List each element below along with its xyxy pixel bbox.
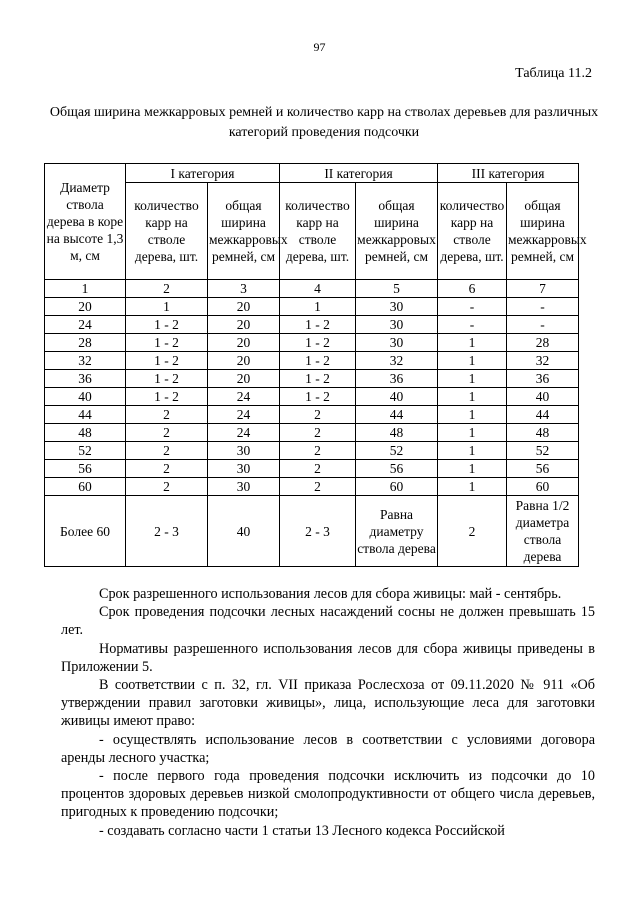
table-row	[45, 298, 579, 316]
paragraph: - после первого года проведения подсочки исключить из подсочки до 10 процентов здоровых деревьев низкой смолопродуктивности от общего числа деревьев, пригодных к проведению подсочки;	[61, 768, 595, 821]
table-cell: Более 60	[45, 496, 126, 567]
column-number: 6	[438, 280, 507, 298]
table-cell: 1	[438, 460, 507, 478]
table-cell: 48	[45, 424, 126, 442]
table-cell: 1	[438, 478, 507, 496]
header-cat2-count: количество карр на стволе дерева, шт.	[280, 183, 356, 280]
table-cell: 2	[280, 424, 356, 442]
table-cell: 24	[208, 424, 280, 442]
table-cell: 36	[45, 370, 126, 388]
table-cell: 20	[208, 334, 280, 352]
table-cell: 2	[126, 460, 208, 478]
header-cat3-count: количество карр на стволе дерева, шт.	[438, 183, 507, 280]
table-cell: 2	[280, 442, 356, 460]
table-row-over-60	[45, 496, 579, 567]
column-number: 1	[45, 280, 126, 298]
table-cell: -	[507, 298, 579, 316]
table-cell: 2	[126, 424, 208, 442]
header-row-subheaders	[45, 183, 579, 280]
header-cat1-count: количество карр на стволе дерева, шт.	[126, 183, 208, 280]
table-cell: 2	[126, 478, 208, 496]
paragraph: В соответствии с п. 32, гл. VII приказа Рослесхоза от 09.11.2020 № 911 «Об утверждении правил заготовки живицы», лица, использующие леса для заготовки живицы имеют право:	[61, 677, 595, 730]
table-cell: 40	[208, 496, 280, 567]
column-number: 7	[507, 280, 579, 298]
data-table	[44, 163, 587, 567]
table-cell: 60	[356, 478, 438, 496]
paragraph: Срок проведения подсочки лесных насаждений сосны не должен превышать 15 лет.	[61, 604, 595, 639]
table-cell: 56	[356, 460, 438, 478]
column-number-row	[45, 280, 579, 298]
table-cell: 24	[208, 406, 280, 424]
table-cell: 60	[45, 478, 126, 496]
table-cell: 40	[507, 388, 579, 406]
table-cell: 1 - 2	[280, 388, 356, 406]
table-cell: 30	[356, 334, 438, 352]
table-cell: 1	[438, 352, 507, 370]
table-cell: 1 - 2	[280, 352, 356, 370]
table-cell: 20	[208, 316, 280, 334]
table-row	[45, 388, 579, 406]
table-cell: 44	[507, 406, 579, 424]
table-cell: 44	[45, 406, 126, 424]
table-cell: 24	[208, 388, 280, 406]
table-cell: 44	[356, 406, 438, 424]
table-cell: 32	[356, 352, 438, 370]
table-cell: 32	[507, 352, 579, 370]
page-number: 97	[313, 40, 326, 54]
column-number: 3	[208, 280, 280, 298]
table-row	[45, 370, 579, 388]
table-cell: 1 - 2	[126, 334, 208, 352]
table-cell: 60	[507, 478, 579, 496]
column-number: 5	[356, 280, 438, 298]
table-cell: 40	[45, 388, 126, 406]
table-cell: 1 - 2	[280, 370, 356, 388]
table-cell: 30	[356, 298, 438, 316]
table-cell: 24	[45, 316, 126, 334]
table-cell: 36	[507, 370, 579, 388]
table-label: Таблица 11.2	[515, 66, 592, 81]
table-cell: 1	[438, 370, 507, 388]
table-cell: 1	[438, 424, 507, 442]
table-caption: Общая ширина межкарровых ремней и количество карр на стволах деревьев для различных категорий проведения подсочки	[49, 105, 599, 140]
table-cell: 28	[507, 334, 579, 352]
table-cell: 1	[438, 388, 507, 406]
table-cell: 1	[126, 298, 208, 316]
table-cell: 52	[356, 442, 438, 460]
table-row	[45, 442, 579, 460]
table-cell: -	[438, 316, 507, 334]
table-cell: 56	[45, 460, 126, 478]
column-number: 4	[280, 280, 356, 298]
header-cat2-width: общая ширина межкарровых ремней, см	[356, 183, 438, 280]
table-cell: 2	[280, 478, 356, 496]
table-row	[45, 352, 579, 370]
table-cell: 40	[356, 388, 438, 406]
column-number: 2	[126, 280, 208, 298]
table-cell: 20	[208, 370, 280, 388]
table-cell: Равна 1/2 диаметра ствола дерева	[507, 496, 579, 567]
table-cell: 36	[356, 370, 438, 388]
paragraph: Нормативы разрешенного использования лесов для сбора живицы приведены в Приложении 5.	[61, 640, 595, 675]
table-cell: -	[507, 316, 579, 334]
table-cell: 1	[438, 406, 507, 424]
table-cell: 28	[45, 334, 126, 352]
table-cell: 32	[45, 352, 126, 370]
table-cell: 48	[356, 424, 438, 442]
table-cell: 30	[356, 316, 438, 334]
table-cell: Равна диаметру ствола дерева	[356, 496, 438, 567]
table-cell: 56	[507, 460, 579, 478]
table-cell: 1	[438, 442, 507, 460]
table-cell: 1	[438, 334, 507, 352]
table-row	[45, 424, 579, 442]
header-diameter: Диаметр ствола дерева в коре на высоте 1,3 м, см	[45, 164, 126, 280]
table-cell: 1 - 2	[126, 370, 208, 388]
table-cell: 1 - 2	[280, 334, 356, 352]
table-cell: 2	[280, 406, 356, 424]
table-cell: 2	[280, 460, 356, 478]
header-row-categories	[45, 164, 579, 183]
table-row	[45, 460, 579, 478]
table-cell: 1	[280, 298, 356, 316]
table-cell: 1 - 2	[126, 352, 208, 370]
table-cell: 2	[126, 442, 208, 460]
table-cell: 20	[208, 298, 280, 316]
header-category-3: III категория	[438, 164, 579, 183]
table-row	[45, 406, 579, 424]
table-cell: 2	[126, 406, 208, 424]
data-rows	[45, 298, 579, 496]
table-cell: 2 - 3	[126, 496, 208, 567]
table-cell: 30	[208, 442, 280, 460]
table-row	[45, 316, 579, 334]
paragraph: - создавать согласно части 1 статьи 13 Лесного кодекса Российской	[99, 822, 505, 839]
table-cell: -	[438, 298, 507, 316]
table-cell: 30	[208, 460, 280, 478]
table-cell: 2 - 3	[280, 496, 356, 567]
table-cell: 1 - 2	[126, 316, 208, 334]
paragraph: Срок разрешенного использования лесов для сбора живицы: май - сентябрь.	[99, 586, 562, 602]
table-cell: 48	[507, 424, 579, 442]
table-cell: 30	[208, 478, 280, 496]
table-cell: 20	[208, 352, 280, 370]
table-cell: 1 - 2	[280, 316, 356, 334]
paragraph: - осуществлять использование лесов в соответствии с условиями договора аренды лесного участка;	[61, 731, 595, 766]
header-category-2: II категория	[280, 164, 438, 183]
header-cat1-width: общая ширина межкарровых ремней, см	[208, 183, 280, 280]
header-cat3-width: общая ширина межкарровых ремней, см	[507, 183, 579, 280]
table-cell: 2	[438, 496, 507, 567]
table-row	[45, 334, 579, 352]
body-text	[61, 585, 595, 840]
table-cell: 1 - 2	[126, 388, 208, 406]
table-cell: 20	[45, 298, 126, 316]
table-row	[45, 478, 579, 496]
table-cell: 52	[45, 442, 126, 460]
table-cell: 52	[507, 442, 579, 460]
header-category-1: I категория	[126, 164, 280, 183]
